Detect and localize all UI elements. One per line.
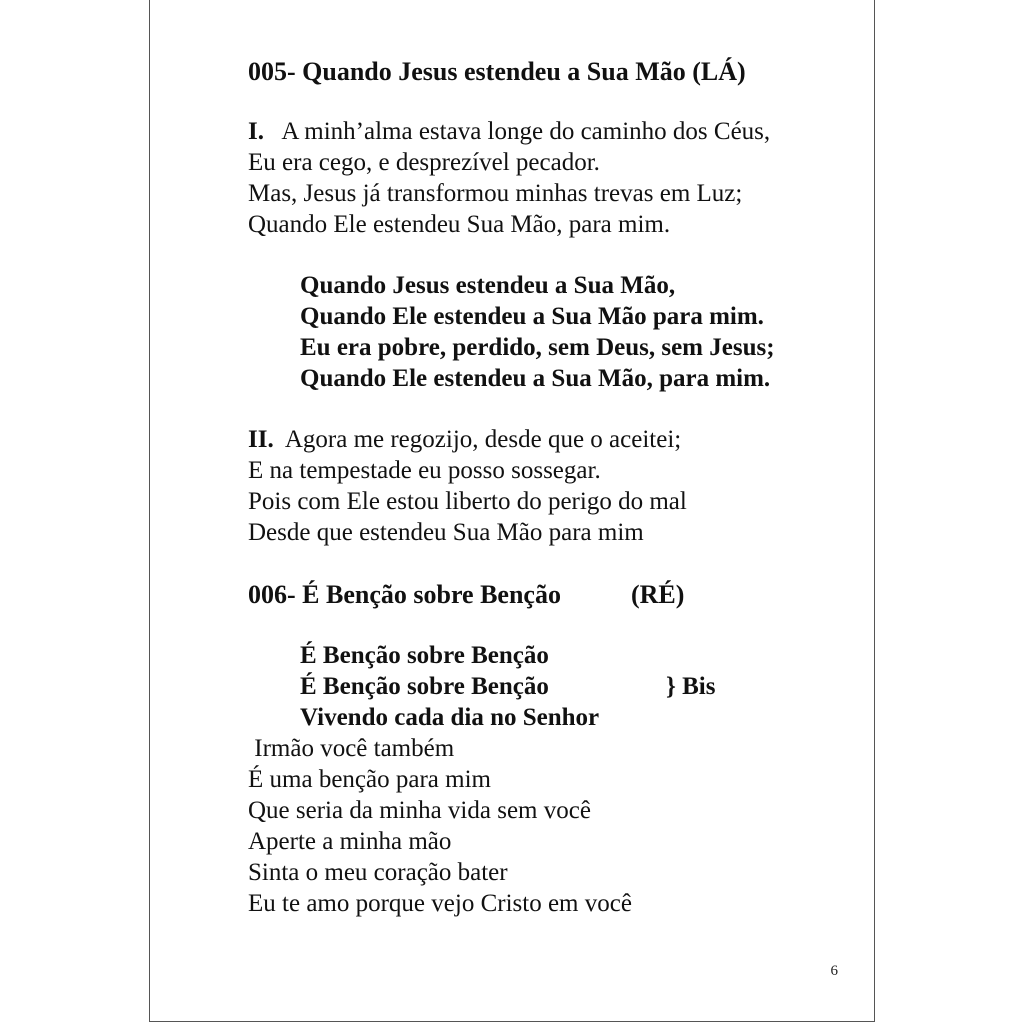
song-title: 006- É Benção sobre Benção [248, 580, 561, 609]
verse-line: Pois com Ele estou liberto do perigo do mal [248, 488, 687, 515]
verse-line: Que seria da minha vida sem você [248, 797, 591, 824]
verse-line: E na tempestade eu posso sossegar. [248, 457, 601, 484]
song-title: 005- Quando Jesus estendeu a Sua Mão (LÁ) [248, 57, 746, 86]
chorus-line: É Benção sobre Benção [300, 673, 549, 700]
verse-marker: I. [248, 118, 264, 145]
repeat-marker: } Bis [666, 673, 716, 700]
verse-line: Eu era cego, e desprezível pecador. [248, 149, 600, 176]
verse-line-text: A minh’alma estava longe do caminho dos Céus, [281, 118, 771, 145]
chorus-line: É Benção sobre Benção [300, 642, 549, 669]
verse-line: Aperte a minha mão [248, 828, 452, 855]
document-page [149, 0, 875, 1022]
page-number: 6 [830, 963, 838, 979]
chorus-line: Quando Jesus estendeu a Sua Mão, [300, 272, 676, 299]
verse-line: Sinta o meu coração bater [248, 859, 508, 886]
verse-marker: II. [248, 426, 274, 453]
verse-line [248, 117, 770, 147]
verse-line: Desde que estendeu Sua Mão para mim [248, 519, 644, 546]
verse-line: É uma benção para mim [248, 766, 491, 793]
verse-line: Quando Ele estendeu Sua Mão, para mim. [248, 211, 671, 238]
verse-line: Irmão você também [248, 735, 455, 762]
verse-line-text: Agora me regozijo, desde que o aceitei; [284, 426, 682, 453]
chorus-line: Quando Ele estendeu a Sua Mão para mim. [300, 303, 764, 330]
chorus-line: Vivendo cada dia no Senhor [300, 704, 600, 731]
song-key: (RÉ) [631, 580, 685, 609]
chorus-line: Eu era pobre, perdido, sem Deus, sem Jesus; [300, 334, 775, 361]
chorus-line: Quando Ele estendeu a Sua Mão, para mim. [300, 365, 771, 392]
verse-line [248, 425, 681, 455]
verse-line: Mas, Jesus já transformou minhas trevas em Luz; [248, 180, 743, 207]
verse-line: Eu te amo porque vejo Cristo em você [248, 890, 632, 917]
